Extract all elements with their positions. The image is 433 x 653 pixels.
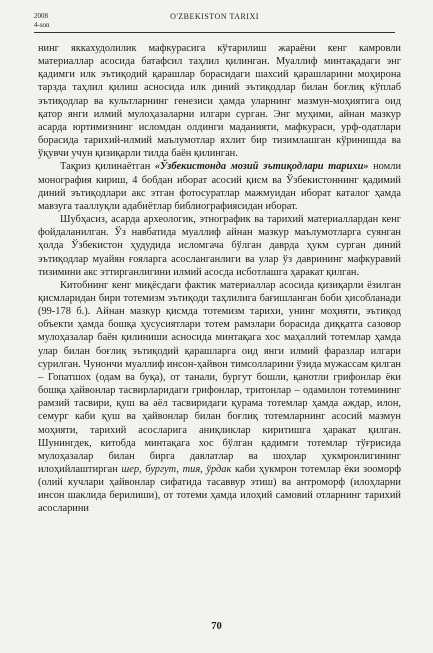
paragraph-4-part2: каби ҳукмрон тотемлар ёки зооморф (олий кучлари ҳайвонлар сифатида тасаввур этиш) ва антроморф (илоҳларни инсон шаклида берилиши), от тотеми ҳамда илоҳий самовий отларнинг тарихий асосларини	[38, 464, 401, 515]
paragraph-4	[38, 279, 401, 516]
monograph-title: «Ўзбекистонда мозий эътиқодлари тарихи»	[154, 161, 369, 173]
journal-title: O'ZBEKISTON TARIXI	[170, 12, 259, 21]
page-header	[34, 12, 395, 33]
page-number: 70	[211, 621, 222, 632]
paragraph-4-part1: Китобнинг кенг миқёсдаги фактик материаллар асосида қизиқарли ёзилган қисмларидан бири тотемизм эътиқоди таҳлилига бағишланган боби ҳисобланади (99-178 б.). Айнан мазкур қисмда тотемизм тарихи, унинг моҳияти, эътиқод объекти ҳамда бошқа ҳусусиятлари тотем рамзлари борасида диққатга сазовор мулоҳазалар баён қилиниши асносида минтақага хос маҳаллий тотемлар ҳамда улар билан боғлиқ эътиқодий қарашларга оид янги илмий фаразлар илгари сурилган. Чунончи муаллиф инсон-ҳайвон тимсолларини ўзида мужассам қилган – Гопатшох (одам ва буқа), от танали, бургут бошли, қанотли грифонлар ёки бошқа ҳайвонлар тасвирларидаги грифонлар, тритонлар – одамилон тотемининг рамзий тасвири, қуш ва аёл тасвиридаги қурама тотемлар ҳамда аждар, илон, семург каби қуш ва ҳайвонлар билан боғлиқ тотемларнинг асосий мазмун моҳияти, тарихий асосларига аниқликлар киритишга ҳаракат қилган. Шунингдек, китобда минтақага хос бўлган қадимги тотемлар тўғрисида мулоҳазалар билан бирга давлатлар ва шоҳлар ҳукмронлигининг илоҳийлаштирган	[38, 279, 401, 475]
header-issue: 4-son	[34, 21, 50, 29]
header-year: 2008	[34, 12, 48, 20]
paragraph-3: Шубҳасиз, асарда археологик, этнографик ва тарихий материаллардан кенг фойдаланилган. Ўз навбатида муаллиф айнан мазкур маълумотларга суянган ҳолда Ўзбекистон ҳудудида исломгача бўлган даврда ҳукм сурган диний эътиқодлар муайян ғояларга асосланганлиги ва улар ўз даврининг мафкуравий тизимини акс эттирганлигини илмий асосда исботлашга ҳаракат қилган.	[38, 214, 401, 278]
paragraph-2-before: Тақриз қилинаётган	[60, 161, 155, 173]
paragraph-1: нинг яккахудолилик мафкурасига кўтарилиш жараёни кенг камровли материаллар асосида батафсил таҳлил қилинган. Муаллиф минтақадаги энг қадимги илк эътиқодий қарашлар борасидаги шахсий қарашларини моҳирона тарзда таҳлил қилиш асносида илк диний эътиқодлар билан боғлиқ кўплаб эътиқодлар ва культларнинг генезиси ҳамда уларнинг мазмун-моҳиятига оид қатор янги илмий мулоҳазаларни илгари сурган. Энг муҳими, айнан мазкур асарда юртимизнинг исломдан олдинги маданияти, мафкураси, урф-одатлари борасида тарихий-илмий маълумотлар яхлит бир тизимлашган кўринишда ва ўқувчи учун қизиқарли тилда баён қилинган.	[38, 43, 401, 160]
paragraph-2-after: номли монография кириш, 4 бобдан иборат асосий қисм ва Ўзбекистоннинг қадимий диний эътиқодлари акс этган фотосуратлар мажмуидан иборат каталог ҳамда мавзуга тааллуқли адабиётлар библиографиясидан иборат.	[38, 161, 402, 212]
totem-list-italic: шер, бургут, тия, ўрдак	[121, 464, 232, 475]
paragraph-2	[38, 160, 401, 213]
article-body	[38, 42, 401, 516]
